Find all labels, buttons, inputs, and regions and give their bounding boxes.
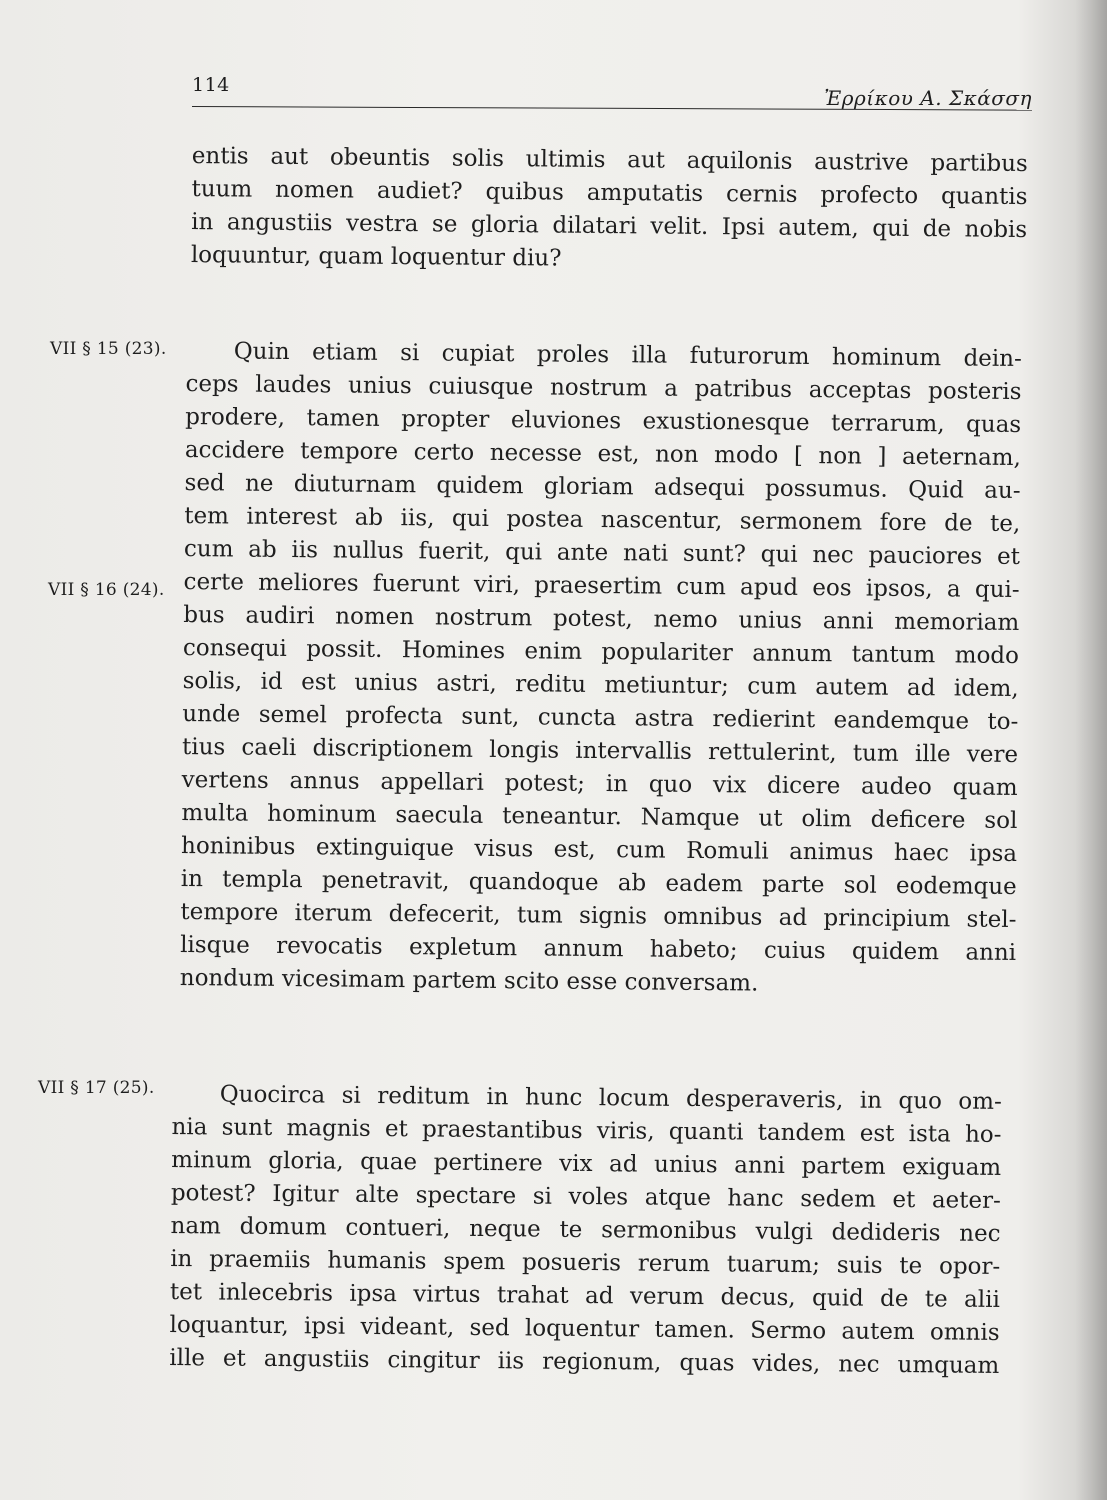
text-line: cum ab iis nullus fuerit, qui ante nati sunt? qui nec pauciores et [183,535,1021,571]
text-line: multa hominum saecula teneantur. Namque ut olim deficere sol [181,799,1018,835]
running-head: Ἐρρίκου Α. Σκάσση [824,86,1032,110]
page-edge-shadow [1075,0,1107,1500]
text-line: solis, id est unius astri, reditu metiuntur; cum autem ad idem, [182,667,1019,703]
text-line: tempore iterum defecerit, tum signis omnibus ad principium stel- [180,898,1017,933]
text-line: bus audiri nomen nostrum potest, nemo unius anni memoriam [183,601,1020,637]
text-line: loquuntur, quam loquentur diu? [190,241,562,272]
text-line: nondum vicesimam partem scito esse conversam. [179,964,759,997]
paragraph-vii-17 [169,1078,1002,1383]
margin-ref-vii-17: VII § 17 (25). [38,1078,155,1098]
text-line: potest? Igitur alte spectare si voles atque hanc sedem et aeter- [170,1179,1001,1214]
text-line: in angustiis vestra se gloria dilatari velit. Ipsi autem, qui de nobis [191,208,1028,244]
text-line: tuum nomen audiet? quibus amputatis cernis profecto quantis [191,175,1028,211]
text-line: nam domum contueri, neque te sermonibus vulgi dedideris nec [170,1212,1001,1247]
text-line: Quocirca si reditum in hunc locum desperaveris, in quo om- [219,1081,1002,1115]
text-line: sed ne diuturnam quidem gloriam adsequi possumus. Quid au- [184,469,1021,505]
text-line: in praemiis humanis spem posueris rerum tuarum; suis te opor- [170,1245,1001,1280]
text-line: in templa penetravit, quandoque ab eadem parte sol eodemque [180,865,1017,900]
text-line: tem interest ab iis, qui postea nascentur, sermonem fore de te, [184,502,1021,538]
paragraph-continuation [191,140,1028,280]
text-line: lisque revocatis expletum annum habeto; cuius quidem anni [180,931,1017,966]
page-header [192,72,1032,116]
text-line: prodere, tamen propter eluviones exustionesque terrarum, quas [185,403,1022,439]
text-line: accidere tempore certo necesse est, non modo [ non ] aeternam, [184,436,1021,472]
text-line: tius caeli discriptionem longis intervallis rettulerint, tum ille vere [181,733,1019,769]
text-line: honinibus extinguique visus est, cum Romuli animus haec ipsa [180,832,1018,868]
text-line: certe meliores fuerunt viri, praesertim cum apud eos ipsos, a qui- [183,568,1020,604]
text-line: tet inlecebris ipsa virtus trahat ad verum decus, quid de te alii [169,1278,1001,1313]
text-line: unde semel profecta sunt, cuncta astra redierint eandemque to- [182,700,1019,736]
text-line: ille et angustiis cingitur iis regionum, quas vides, nec umquam [169,1344,1000,1379]
text-line: nia sunt magnis et praestantibus viris, quanti tandem est ista ho- [171,1113,1002,1148]
paragraph-vii-15 [180,335,1022,1003]
text-line: loquantur, ipsi videant, sed loquentur tamen. Sermo autem omnis [169,1311,1000,1346]
text-line: consequi possit. Homines enim populariter annum tantum modo [182,634,1020,670]
text-line: vertens annus appellari potest; in quo vix dicere audeo quam [181,766,1018,802]
text-line: ceps laudes unius cuiusque nostrum a patribus acceptas posteris [185,370,1022,406]
text-line: entis aut obeuntis solis ultimis aut aquilonis austrive partibus [191,142,1028,178]
margin-ref-vii-16: VII § 16 (24). [48,580,165,600]
page-number: 114 [192,74,230,96]
margin-ref-vii-15: VII § 15 (23). [50,339,167,359]
text-line: minum gloria, quae pertinere vix ad unius anni partem exiguam [171,1146,1002,1181]
text-line: Quin etiam si cupiat proles illa futurorum hominum dein- [233,338,1022,373]
